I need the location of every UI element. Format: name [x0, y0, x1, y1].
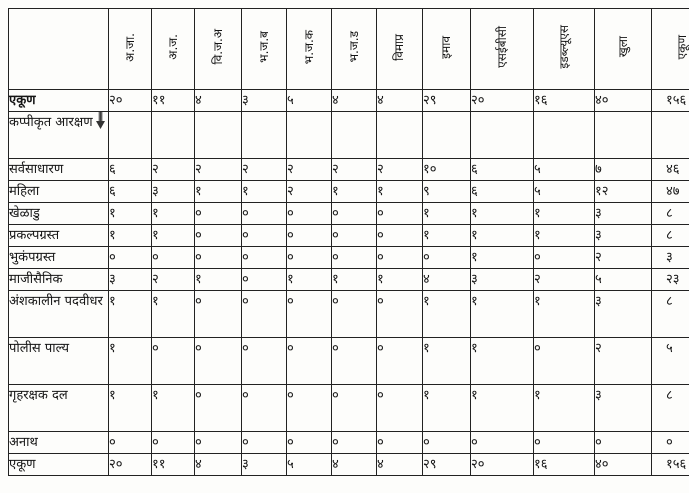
value-cell: १ [109, 225, 152, 247]
total-row-top [9, 90, 689, 112]
value-cell: ० [377, 291, 423, 338]
section-label: कप्पीकृत आरक्षण [9, 115, 93, 130]
value-cell: ५ [652, 338, 689, 385]
value-cell: १५६ [652, 454, 689, 476]
value-cell: ३ [109, 269, 152, 291]
row-label: एकूण [9, 454, 109, 476]
column-header [332, 9, 377, 90]
empty-cell [332, 112, 377, 159]
value-cell: २० [471, 454, 534, 476]
empty-cell [242, 112, 287, 159]
empty-cell [109, 112, 152, 159]
total-row-bottom [9, 454, 689, 476]
category-row [9, 225, 689, 247]
value-cell: ९ [423, 181, 471, 203]
value-cell: २ [534, 269, 595, 291]
value-cell: १ [471, 385, 534, 432]
empty-cell [287, 112, 332, 159]
column-header [534, 9, 595, 90]
value-cell: १५६ [652, 90, 689, 112]
value-cell: ० [242, 247, 287, 269]
section-row [9, 112, 689, 159]
value-cell: ० [152, 432, 195, 454]
category-row [9, 432, 689, 454]
value-cell: ४६ [652, 159, 689, 181]
column-header [287, 9, 332, 90]
value-cell: ० [377, 247, 423, 269]
column-header-label: एसईबीसी [494, 26, 509, 68]
value-cell: २० [109, 454, 152, 476]
column-header-label: खुला [615, 36, 630, 58]
header-row [9, 9, 689, 90]
value-cell: ३ [595, 203, 652, 225]
value-cell: ० [242, 269, 287, 291]
value-cell: ४ [195, 454, 242, 476]
value-cell: १ [152, 385, 195, 432]
value-cell: ० [534, 247, 595, 269]
column-header [195, 9, 242, 90]
value-cell: २ [152, 159, 195, 181]
value-cell: ४ [332, 454, 377, 476]
value-cell: ३ [152, 181, 195, 203]
value-cell: १० [423, 159, 471, 181]
value-cell: ० [423, 432, 471, 454]
value-cell: १६ [534, 90, 595, 112]
value-cell: १ [109, 385, 152, 432]
value-cell: १ [423, 225, 471, 247]
value-cell: २ [595, 338, 652, 385]
value-cell: ० [534, 432, 595, 454]
value-cell: १२ [595, 181, 652, 203]
empty-cell [423, 112, 471, 159]
empty-cell [377, 112, 423, 159]
column-header-label: एकूण [674, 34, 689, 60]
header-corner-cell [9, 9, 109, 90]
value-cell: २ [152, 269, 195, 291]
category-row [9, 269, 689, 291]
category-row [9, 159, 689, 181]
value-cell: २ [595, 247, 652, 269]
value-cell: १ [423, 385, 471, 432]
value-cell: ० [287, 385, 332, 432]
value-cell: ४ [332, 90, 377, 112]
value-cell: २० [109, 90, 152, 112]
row-label: भुकंपग्रस्त [9, 247, 109, 269]
value-cell: ० [109, 432, 152, 454]
value-cell: ८ [652, 385, 689, 432]
value-cell: १ [242, 181, 287, 203]
value-cell: ० [423, 247, 471, 269]
row-label: अनाथ [9, 432, 109, 454]
row-label: पोलीस पाल्य [9, 338, 109, 385]
column-header [109, 9, 152, 90]
value-cell: १ [534, 385, 595, 432]
value-cell: ० [377, 432, 423, 454]
value-cell: २ [242, 159, 287, 181]
value-cell: ८ [652, 225, 689, 247]
reservation-table [8, 8, 689, 476]
column-header-label: इमाव [439, 35, 453, 59]
column-header-label: भ.ज.ब [256, 31, 271, 63]
value-cell: ० [332, 225, 377, 247]
value-cell: १ [534, 291, 595, 338]
value-cell: २९ [423, 454, 471, 476]
row-label: महिला [9, 181, 109, 203]
value-cell: ३ [471, 269, 534, 291]
value-cell: १ [423, 338, 471, 385]
value-cell: ० [242, 385, 287, 432]
value-cell: ० [332, 432, 377, 454]
value-cell: ० [332, 385, 377, 432]
value-cell: १ [332, 269, 377, 291]
value-cell: ५ [534, 181, 595, 203]
row-label: गृहरक्षक दल [9, 385, 109, 432]
value-cell: ३ [652, 247, 689, 269]
value-cell: ० [287, 432, 332, 454]
value-cell: ५ [534, 159, 595, 181]
column-header [377, 9, 423, 90]
column-header-label: भ.ज.क [301, 29, 316, 65]
value-cell: ० [377, 385, 423, 432]
value-cell: ० [195, 291, 242, 338]
value-cell: ० [332, 247, 377, 269]
value-cell: १ [287, 269, 332, 291]
section-label-cell [9, 112, 109, 159]
value-cell: ४ [377, 454, 423, 476]
value-cell: ० [287, 291, 332, 338]
value-cell: १ [471, 247, 534, 269]
value-cell: ० [152, 247, 195, 269]
column-header [471, 9, 534, 90]
value-cell: ० [332, 338, 377, 385]
category-row [9, 247, 689, 269]
value-cell: ४० [595, 90, 652, 112]
value-cell: १ [471, 203, 534, 225]
value-cell: २ [287, 181, 332, 203]
value-cell: ६ [471, 159, 534, 181]
value-cell: १ [471, 291, 534, 338]
value-cell: २० [471, 90, 534, 112]
value-cell: ० [287, 247, 332, 269]
column-header [652, 9, 689, 90]
value-cell: २९ [423, 90, 471, 112]
column-header [595, 9, 652, 90]
column-header [423, 9, 471, 90]
column-header-label: अ.जा. [122, 32, 137, 62]
row-label: एकूण [9, 90, 109, 112]
value-cell: ६ [109, 159, 152, 181]
column-header [152, 9, 195, 90]
column-header-label: अ.ज. [165, 34, 180, 60]
value-cell: १६ [534, 454, 595, 476]
empty-cell [471, 112, 534, 159]
value-cell: ० [534, 338, 595, 385]
value-cell: ० [287, 225, 332, 247]
column-header-label: भ.ज.ड [346, 31, 361, 63]
value-cell: १ [423, 203, 471, 225]
column-header-label: विमाप्र [392, 33, 406, 61]
value-cell: १ [534, 225, 595, 247]
value-cell: ४० [595, 454, 652, 476]
value-cell: १ [534, 203, 595, 225]
value-cell: २ [195, 159, 242, 181]
value-cell: ० [332, 291, 377, 338]
row-label: खेळाडु [9, 203, 109, 225]
value-cell: २३ [652, 269, 689, 291]
value-cell: ० [195, 432, 242, 454]
value-cell: ५ [287, 454, 332, 476]
value-cell: ० [195, 203, 242, 225]
value-cell: ० [287, 203, 332, 225]
value-cell: ० [595, 432, 652, 454]
empty-cell [652, 112, 689, 159]
value-cell: ४ [377, 90, 423, 112]
empty-cell [195, 112, 242, 159]
row-label: प्रकल्पग्रस्त [9, 225, 109, 247]
down-arrow-icon [96, 112, 105, 129]
row-label: अंशकालीन पदवीधर [9, 291, 109, 338]
row-label: सर्वसाधारण [9, 159, 109, 181]
category-row [9, 291, 689, 338]
value-cell: ० [109, 247, 152, 269]
value-cell: २ [287, 159, 332, 181]
value-cell: ० [471, 432, 534, 454]
value-cell: ३ [242, 454, 287, 476]
value-cell: ० [195, 247, 242, 269]
value-cell: १ [377, 269, 423, 291]
value-cell: ८ [652, 291, 689, 338]
value-cell: १ [471, 225, 534, 247]
category-row [9, 203, 689, 225]
value-cell: ५ [287, 90, 332, 112]
value-cell: ० [152, 338, 195, 385]
value-cell: ० [242, 203, 287, 225]
category-row [9, 338, 689, 385]
value-cell: ० [332, 203, 377, 225]
category-row [9, 181, 689, 203]
value-cell: १ [109, 291, 152, 338]
value-cell: ३ [595, 385, 652, 432]
category-row [9, 385, 689, 432]
value-cell: १ [195, 269, 242, 291]
value-cell: ० [195, 385, 242, 432]
value-cell: १ [109, 338, 152, 385]
value-cell: ० [195, 338, 242, 385]
column-header-label: इडब्ल्यूएस [556, 25, 571, 69]
value-cell: ३ [595, 225, 652, 247]
value-cell: ० [195, 225, 242, 247]
value-cell: ६ [471, 181, 534, 203]
value-cell: ७ [595, 159, 652, 181]
value-cell: ११ [152, 454, 195, 476]
value-cell: १ [152, 203, 195, 225]
empty-cell [595, 112, 652, 159]
value-cell: ११ [152, 90, 195, 112]
value-cell: ० [377, 203, 423, 225]
value-cell: ० [242, 225, 287, 247]
value-cell: ४७ [652, 181, 689, 203]
value-cell: ३ [242, 90, 287, 112]
value-cell: ० [287, 338, 332, 385]
value-cell: १ [195, 181, 242, 203]
value-cell: ० [652, 432, 689, 454]
value-cell: १ [423, 291, 471, 338]
value-cell: ५ [595, 269, 652, 291]
value-cell: २ [332, 159, 377, 181]
value-cell: ४ [195, 90, 242, 112]
value-cell: ० [242, 432, 287, 454]
value-cell: ८ [652, 203, 689, 225]
value-cell: १ [332, 181, 377, 203]
value-cell: २ [377, 159, 423, 181]
value-cell: १ [471, 338, 534, 385]
value-cell: १ [152, 225, 195, 247]
column-header-label: वि.ज.अ [210, 29, 225, 65]
value-cell: ० [242, 338, 287, 385]
value-cell: १ [109, 203, 152, 225]
value-cell: ० [377, 338, 423, 385]
value-cell: ० [242, 291, 287, 338]
value-cell: १ [377, 181, 423, 203]
empty-cell [152, 112, 195, 159]
value-cell: ३ [595, 291, 652, 338]
value-cell: १ [152, 291, 195, 338]
empty-cell [534, 112, 595, 159]
value-cell: ४ [423, 269, 471, 291]
row-label: माजीसैनिक [9, 269, 109, 291]
column-header [242, 9, 287, 90]
value-cell: ६ [109, 181, 152, 203]
value-cell: ० [377, 225, 423, 247]
